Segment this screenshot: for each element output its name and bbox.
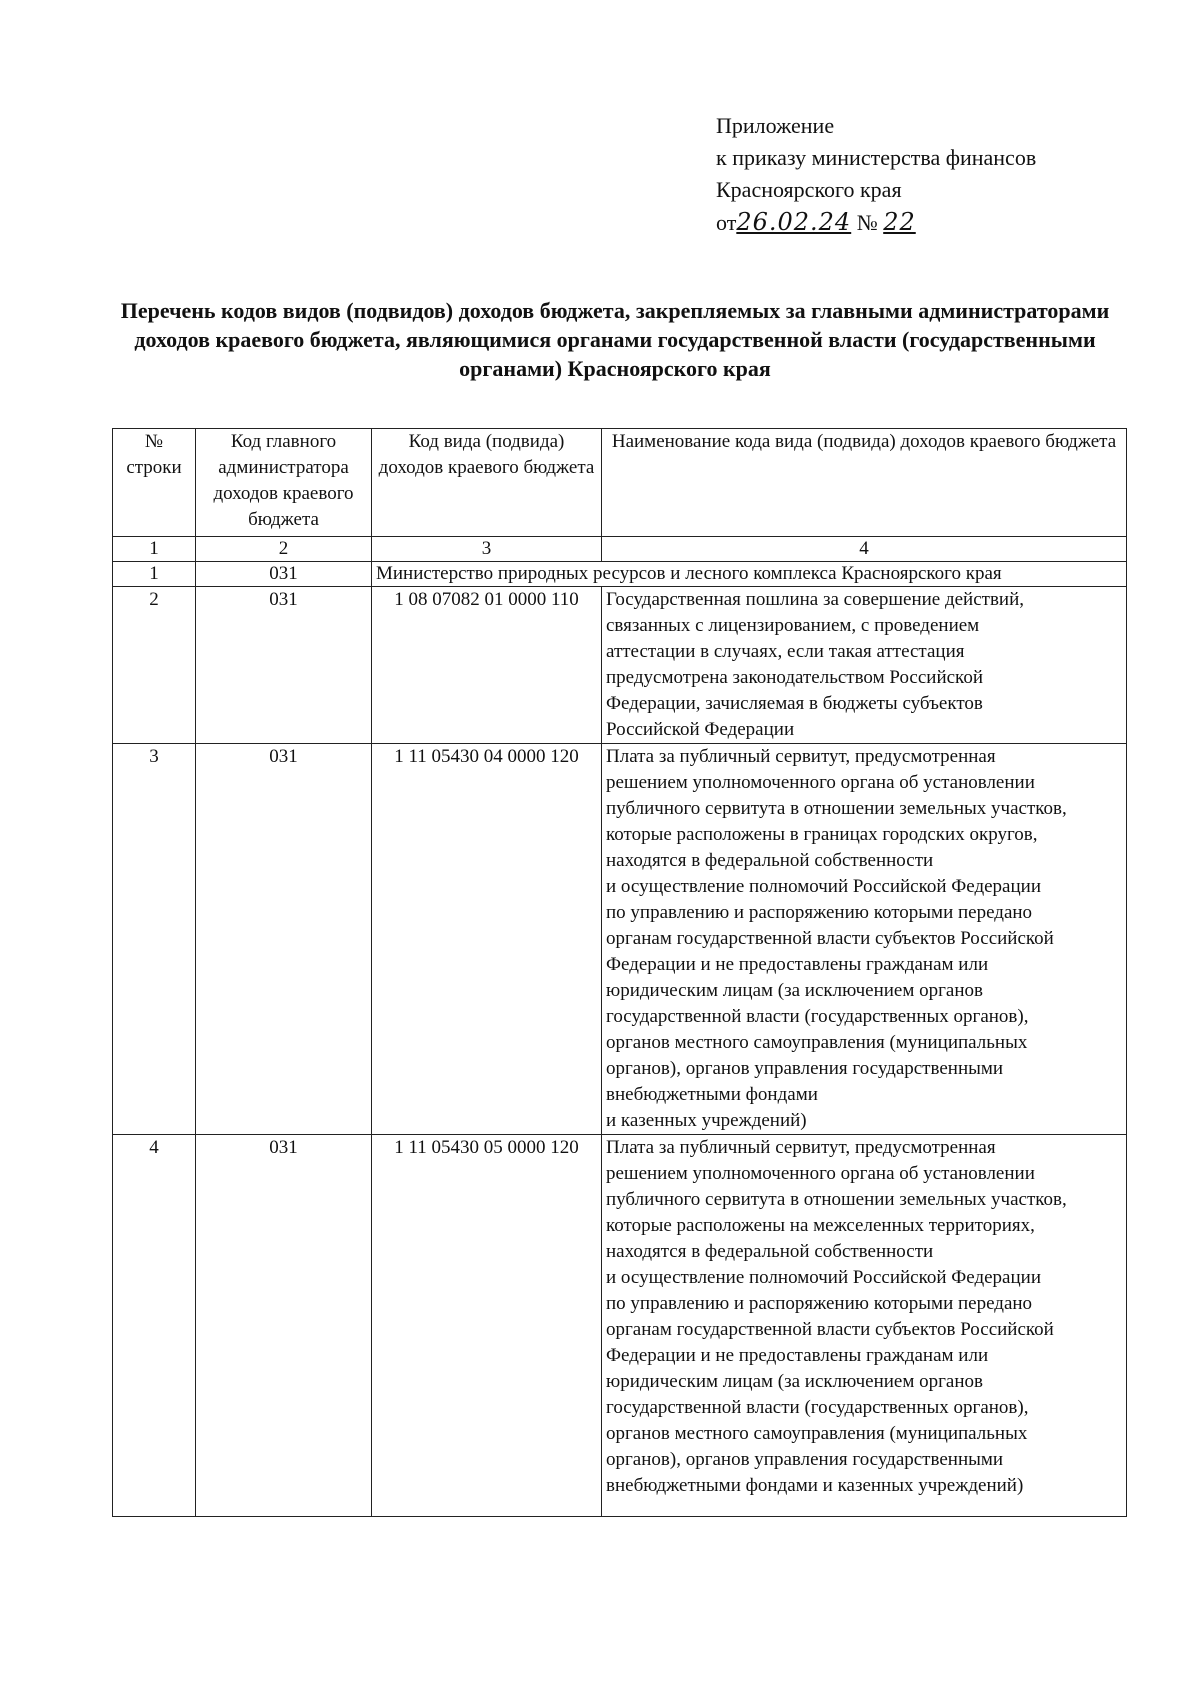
income-name-line: решением уполномоченного органа об установлении: [606, 772, 1035, 793]
income-name-line: Федерации, зачисляемая в бюджеты субъектов: [606, 693, 983, 714]
income-name-line: органам государственной власти субъектов Российской: [606, 928, 1054, 949]
appendix-label: Приложение: [716, 113, 835, 138]
income-name-line: Государственная пошлина за совершение действий,: [606, 589, 1025, 610]
income-name-line: юридическим лицам (за исключением органов: [606, 1371, 983, 1392]
admin-code: 031: [196, 744, 372, 1135]
income-name-line: аттестации в случаях, если такая аттестация: [606, 641, 965, 662]
income-name-line: находятся в федеральной собственности: [606, 1241, 934, 1262]
income-name-line: юридическим лицам (за исключением органов: [606, 980, 983, 1001]
income-code: 1 08 07082 01 0000 110: [372, 587, 602, 744]
income-name: [602, 744, 1127, 1135]
table-row: [113, 1135, 1127, 1517]
section-row: [113, 562, 1127, 587]
income-name-line: предусмотрена законодательством Российской: [606, 667, 983, 688]
income-name-line: находятся в федеральной собственности: [606, 850, 934, 871]
date-prefix: от: [716, 210, 737, 235]
income-name-line: Федерации и не предоставлены гражданам или: [606, 954, 989, 975]
appendix-date-number: [716, 206, 1036, 239]
income-name-line: Федерации и не предоставлены гражданам или: [606, 1345, 989, 1366]
income-name-line: и осуществление полномочий Российской Федерации: [606, 1267, 1041, 1288]
row-number: 1: [113, 562, 196, 587]
income-name-line: по управлению и распоряжению которыми передано: [606, 902, 1033, 923]
income-name-line: публичного сервитута в отношении земельных участков,: [606, 798, 1067, 819]
income-code: 1 11 05430 04 0000 120: [372, 744, 602, 1135]
appendix-header: [716, 110, 1036, 239]
header-income-name: Наименование кода вида (подвида) доходов краевого бюджета: [602, 429, 1127, 537]
appendix-order-ref: к приказу министерства финансов: [716, 145, 1037, 170]
table-row: [113, 587, 1127, 744]
income-name-line: органов местного самоуправления (муниципальных: [606, 1032, 1028, 1053]
admin-code: 031: [196, 587, 372, 744]
column-number: 2: [196, 537, 372, 562]
income-name-line: Российской Федерации: [606, 719, 795, 740]
row-number: 3: [113, 744, 196, 1135]
income-name-line: органам государственной власти субъектов Российской: [606, 1319, 1054, 1340]
header-row-number: № строки: [113, 429, 196, 537]
income-name-line: внебюджетными фондами: [606, 1084, 818, 1105]
document-title: Перечень кодов видов (подвидов) доходов бюджета, закрепляемых за главными администраторами доходов краевого бюджета, являющимися органами государственной власти (государственными органами) Красноярского края: [120, 298, 1110, 381]
header-income-code: Код вида (подвида) доходов краевого бюджета: [372, 429, 602, 537]
column-number: 4: [602, 537, 1127, 562]
table-row: [113, 744, 1127, 1135]
income-name-line: органов), органов управления государственными: [606, 1449, 1004, 1470]
appendix-region: Красноярского края: [716, 177, 902, 202]
income-name-line: внебюджетными фондами и казенных учреждений): [606, 1475, 1024, 1496]
income-name-line: органов), органов управления государственными: [606, 1058, 1004, 1079]
admin-code: 031: [196, 1135, 372, 1517]
income-name-line: публичного сервитута в отношении земельных участков,: [606, 1189, 1067, 1210]
header-admin-code: Код главного администратора доходов краевого бюджета: [196, 429, 372, 537]
handwritten-date: 26.02.24: [736, 208, 852, 236]
income-name: [602, 1135, 1127, 1517]
table-header-row: [113, 429, 1127, 537]
handwritten-number: 22: [883, 208, 916, 236]
column-number-row: [113, 537, 1127, 562]
income-name-line: и казенных учреждений): [606, 1110, 807, 1131]
income-name-line: по управлению и распоряжению которыми передано: [606, 1293, 1033, 1314]
table-body: [113, 587, 1127, 1517]
income-name-line: связанных с лицензированием, с проведением: [606, 615, 980, 636]
number-sign: №: [856, 210, 878, 235]
income-codes-table: [112, 428, 1127, 1517]
income-name-line: и осуществление полномочий Российской Федерации: [606, 876, 1041, 897]
row-number: 4: [113, 1135, 196, 1517]
income-name-line: государственной власти (государственных органов),: [606, 1397, 1029, 1418]
income-name: [602, 587, 1127, 744]
income-name-line: государственной власти (государственных органов),: [606, 1006, 1029, 1027]
column-number: 1: [113, 537, 196, 562]
income-code: 1 11 05430 05 0000 120: [372, 1135, 602, 1517]
income-name-line: органов местного самоуправления (муниципальных: [606, 1423, 1028, 1444]
income-name-line: Плата за публичный сервитут, предусмотренная: [606, 746, 996, 767]
section-name: Министерство природных ресурсов и лесного комплекса Красноярского края: [372, 562, 1127, 587]
income-name-line: которые расположены в границах городских округов,: [606, 824, 1038, 845]
admin-code: 031: [196, 562, 372, 587]
column-number: 3: [372, 537, 602, 562]
row-number: 2: [113, 587, 196, 744]
income-name-line: Плата за публичный сервитут, предусмотренная: [606, 1137, 996, 1158]
income-name-line: которые расположены на межселенных территориях,: [606, 1215, 1035, 1236]
income-name-line: решением уполномоченного органа об установлении: [606, 1163, 1035, 1184]
